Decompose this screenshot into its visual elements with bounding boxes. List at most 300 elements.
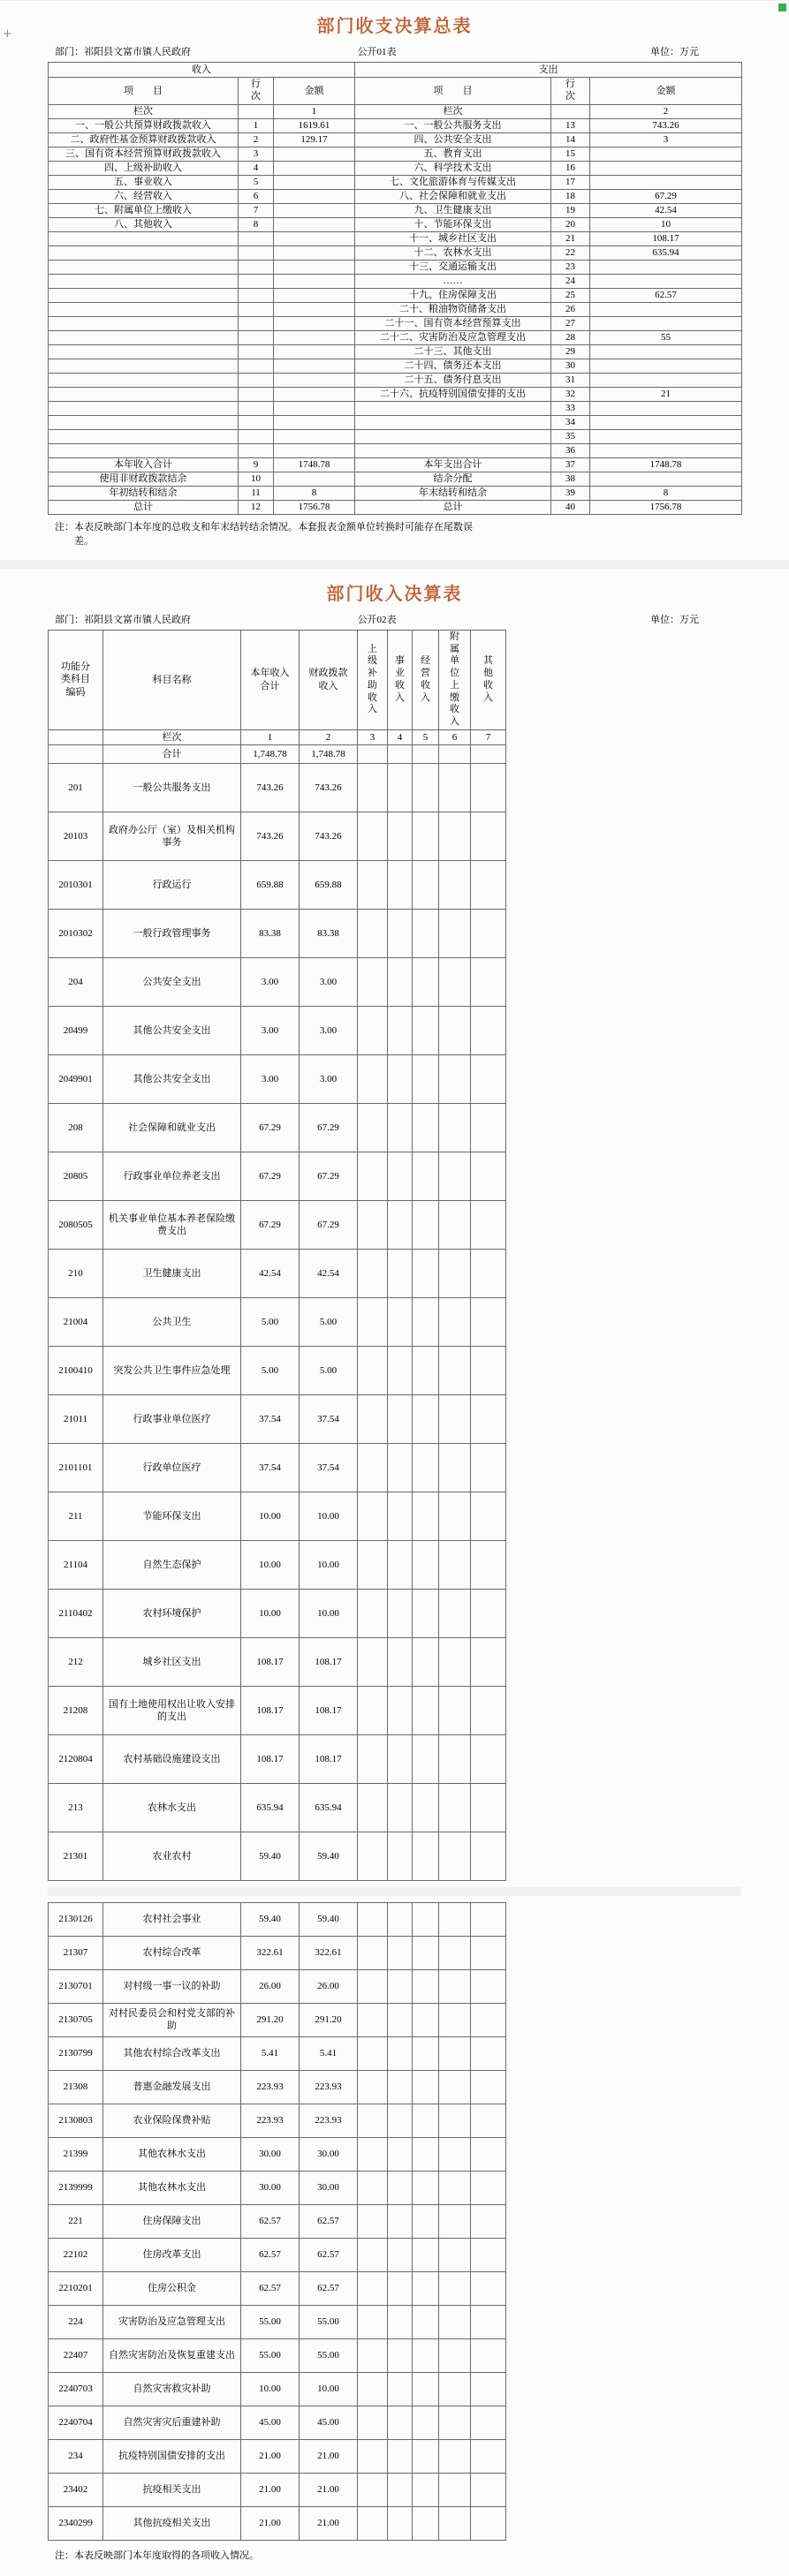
summary-table-row: [49, 204, 742, 218]
business-income-amount: [388, 2473, 413, 2506]
operating-income-amount: [413, 1969, 439, 2003]
other-income-amount: [471, 744, 506, 763]
expense-line-header: [551, 78, 590, 105]
superior-grant-header-label: 上级补助收入: [367, 643, 377, 715]
expense-item-label: 二十、粮油物资储备支出: [355, 303, 551, 317]
income-line-number: [239, 430, 274, 444]
income-line-number: [239, 232, 274, 246]
superior-grant-amount: [358, 1006, 388, 1054]
income-line-number: 6: [239, 190, 274, 204]
other-income-amount: [471, 2406, 506, 2439]
affiliate-remit-amount: [439, 1936, 471, 1969]
total-income-amount: 83.38: [241, 909, 300, 957]
superior-grant-amount: [358, 1297, 388, 1346]
section-summary: [0, 11, 789, 549]
expense-amount: 62.57: [590, 289, 742, 303]
total-income-amount: 67.29: [241, 1103, 300, 1152]
superior-grant-amount: [358, 812, 388, 860]
summary-table-row: [49, 119, 742, 133]
operating-income-amount: [413, 1936, 439, 1969]
fiscal-grant-amount: 30.00: [300, 2137, 358, 2171]
affiliate-remit-amount: [439, 1200, 471, 1249]
subject-name: 行政运行: [103, 860, 241, 909]
detail-table-row: [49, 2137, 506, 2171]
summary-table-row: [49, 501, 742, 515]
affiliate-remit-amount: [439, 1540, 471, 1589]
superior-grant-amount: [358, 909, 388, 957]
function-code: 2080505: [49, 1200, 103, 1249]
detail-table-row: [49, 2305, 506, 2338]
expense-amount: 55: [590, 331, 742, 345]
detail-table-row: [49, 2506, 506, 2540]
total-income-amount: 322.61: [241, 1936, 300, 1969]
total-income-amount: 3.00: [241, 957, 300, 1006]
income-item-label: [49, 345, 239, 359]
subject-name: 其他农林水支出: [103, 2171, 241, 2204]
other-income-amount: [471, 2204, 506, 2238]
income-item-label: [49, 246, 239, 261]
affiliate-remit-amount: [439, 1443, 471, 1492]
lanci-label-cell: 栏次: [103, 729, 241, 744]
other-income-amount: [471, 1832, 506, 1880]
function-code: 204: [49, 957, 103, 1006]
detail-table-row: [49, 1492, 506, 1540]
column-number-cell: 2: [300, 729, 358, 744]
operating-income-amount: [413, 2003, 439, 2036]
table-page-break-band: [48, 1887, 741, 1896]
income-item-label: [49, 430, 239, 444]
expense-amount-header: [590, 78, 742, 105]
detail-table-row: [49, 1152, 506, 1200]
business-income-amount: [388, 1006, 413, 1054]
expense-amount: [590, 430, 742, 444]
function-code: 234: [49, 2439, 103, 2473]
column-number-cell: 7: [471, 729, 506, 744]
expense-amount: 743.26: [590, 119, 742, 133]
table-anchor-icon[interactable]: +: [3, 27, 12, 41]
income-line-number: [239, 444, 274, 458]
expense-amount: 42.54: [590, 204, 742, 218]
expense-amount: 635.94: [590, 246, 742, 261]
superior-grant-amount: [358, 1054, 388, 1103]
summary-table-row: [49, 190, 742, 204]
operating-income-amount: [413, 2171, 439, 2204]
superior-grant-amount: [358, 744, 388, 763]
other-income-header: [471, 630, 506, 729]
operating-income-amount: [413, 2305, 439, 2338]
income-item-label: 本年收入合计: [49, 458, 239, 472]
total-income-amount: 1,748.78: [241, 744, 300, 763]
affiliate-remit-amount: [439, 2171, 471, 2204]
subject-name: 住房改革支出: [103, 2238, 241, 2271]
subject-name: 对村级一事一议的补助: [103, 1969, 241, 2003]
expense-amount: 108.17: [590, 232, 742, 246]
superior-grant-amount: [358, 2070, 388, 2104]
other-income-amount: [471, 957, 506, 1006]
expense-amount: [590, 472, 742, 487]
operating-income-amount: [413, 860, 439, 909]
fiscal-grant-amount: 42.54: [300, 1249, 358, 1297]
expense-item-label: 总计: [355, 501, 551, 515]
expense-line-number: 24: [551, 275, 590, 289]
summary-table-body: [49, 105, 742, 515]
operating-income-amount: [413, 1249, 439, 1297]
total-income-amount: 108.17: [241, 1637, 300, 1686]
income-item-label: 五、事业收入: [49, 176, 239, 190]
income-amount: [274, 402, 355, 416]
total-income-amount: 26.00: [241, 1969, 300, 2003]
fiscal-grant-amount: 55.00: [300, 2338, 358, 2372]
expense-item-label: 年末结转和结余: [355, 487, 551, 501]
function-code: 21011: [49, 1394, 103, 1443]
operating-income-amount: [413, 1006, 439, 1054]
income-line-number: 5: [239, 176, 274, 190]
income-section-header: [49, 63, 355, 78]
expense-line-number: 21: [551, 232, 590, 246]
other-income-amount: [471, 2473, 506, 2506]
affiliate-remit-amount: [439, 1297, 471, 1346]
expense-item-label: 四、公共安全支出: [355, 133, 551, 147]
affiliate-remit-amount: [439, 1686, 471, 1734]
fiscal-grant-amount: 37.54: [300, 1394, 358, 1443]
detail-table-row: [49, 2372, 506, 2406]
other-income-amount: [471, 1637, 506, 1686]
affiliate-remit-amount: [439, 2439, 471, 2473]
operating-income-amount: [413, 1832, 439, 1880]
operating-income-amount: [413, 812, 439, 860]
expense-amount-header-label: 金额: [656, 85, 676, 96]
business-income-amount: [388, 1589, 413, 1637]
subject-name: 普惠金融发展支出: [103, 2070, 241, 2104]
detail-table-row: [49, 1249, 506, 1297]
subject-name-header-label: 科目名称: [152, 674, 192, 685]
function-code: 21208: [49, 1686, 103, 1734]
expense-amount: 1748.78: [590, 458, 742, 472]
detail-table-row: [49, 1637, 506, 1686]
superior-grant-amount: [358, 1249, 388, 1297]
expense-item-label: 九、卫生健康支出: [355, 204, 551, 218]
business-income-amount: [388, 1686, 413, 1734]
operating-income-amount: [413, 2238, 439, 2271]
business-income-amount: [388, 2238, 413, 2271]
function-code: 224: [49, 2305, 103, 2338]
detail-table-row: [49, 1054, 506, 1103]
total-income-amount: 3.00: [241, 1054, 300, 1103]
income-item-label: 四、上级补助收入: [49, 162, 239, 176]
expense-item-label: 十一、城乡社区支出: [355, 232, 551, 246]
subject-name: 卫生健康支出: [103, 1249, 241, 1297]
affiliate-remit-amount: [439, 1589, 471, 1637]
income-amount: [274, 232, 355, 246]
income-line-number: [239, 317, 274, 331]
business-income-amount: [388, 2305, 413, 2338]
total-income-amount: 5.41: [241, 2036, 300, 2070]
total-income-amount: 21.00: [241, 2473, 300, 2506]
function-code: 21301: [49, 1832, 103, 1880]
expense-item-label: 二十一、国有资本经营预算支出: [355, 317, 551, 331]
income-line-number: [239, 359, 274, 374]
fiscal-grant-amount: 67.29: [300, 1103, 358, 1152]
function-code: 20499: [49, 1006, 103, 1054]
expense-line-header-label: 行次: [565, 79, 575, 102]
income-item-label: 一、一般公共预算财政拨款收入: [49, 119, 239, 133]
subject-name: 农村社会事业: [103, 1902, 241, 1936]
income-amount: 129.17: [274, 133, 355, 147]
detail-table-row: [49, 2271, 506, 2305]
fiscal-grant-amount: 659.88: [300, 860, 358, 909]
total-income-amount: 10.00: [241, 2372, 300, 2406]
income-amount: [274, 416, 355, 430]
function-code: 2340299: [49, 2506, 103, 2540]
total-income-amount: 55.00: [241, 2305, 300, 2338]
detail-table-row: [49, 2338, 506, 2372]
superior-grant-amount: [358, 1902, 388, 1936]
summary-table-row: [49, 289, 742, 303]
expense-line-number: 20: [551, 218, 590, 232]
affiliate-remit-amount: [439, 1006, 471, 1054]
expense-line-number: 14: [551, 133, 590, 147]
function-code: 211: [49, 1492, 103, 1540]
expense-lanci-line-cell: [551, 105, 590, 119]
subject-name: 农村环境保护: [103, 1589, 241, 1637]
income-line-number: 1: [239, 119, 274, 133]
other-income-amount: [471, 2506, 506, 2540]
expense-lanci-cell: 栏次: [355, 105, 551, 119]
subject-name: 灾害防治及应急管理支出: [103, 2305, 241, 2338]
column-number-cell: 1: [241, 729, 300, 744]
superior-grant-amount: [358, 1152, 388, 1200]
affiliate-remit-header: [439, 630, 471, 729]
detail-table-row: [49, 1686, 506, 1734]
subject-name: 其他农村综合改革支出: [103, 2036, 241, 2070]
subject-name: 农林水支出: [103, 1783, 241, 1832]
business-income-amount: [388, 2406, 413, 2439]
subject-name: 自然灾害灾后重建补助: [103, 2406, 241, 2439]
detail-table-row: [49, 1006, 506, 1054]
business-income-amount: [388, 2036, 413, 2070]
business-income-amount: [388, 2003, 413, 2036]
subject-name: 行政事业单位养老支出: [103, 1152, 241, 1200]
affiliate-remit-amount: [439, 1054, 471, 1103]
superior-grant-amount: [358, 763, 388, 812]
expense-item-label: 六、科学技术支出: [355, 162, 551, 176]
detail-table-row: [49, 1540, 506, 1589]
superior-grant-amount: [358, 1200, 388, 1249]
function-code: 210: [49, 1249, 103, 1297]
expense-line-number: 19: [551, 204, 590, 218]
subject-name: 其他公共安全支出: [103, 1054, 241, 1103]
expense-item-label: 二十三、其他支出: [355, 345, 551, 359]
income-item-label: [49, 303, 239, 317]
affiliate-remit-amount: [439, 2372, 471, 2406]
operating-income-amount: [413, 763, 439, 812]
expense-amount: [590, 162, 742, 176]
business-income-amount: [388, 1969, 413, 2003]
summary-table-row: [49, 374, 742, 388]
operating-income-amount: [413, 1152, 439, 1200]
operating-income-amount: [413, 909, 439, 957]
expense-item-header: [355, 78, 551, 105]
operating-income-amount: [413, 1686, 439, 1734]
subject-name: 对村民委员会和村党支部的补助: [103, 2003, 241, 2036]
operating-income-amount: [413, 1394, 439, 1443]
expense-item-label: [355, 444, 551, 458]
subject-name: 自然生态保护: [103, 1540, 241, 1589]
business-income-amount: [388, 1054, 413, 1103]
income-amount: [274, 289, 355, 303]
function-code: 2139999: [49, 2171, 103, 2204]
operating-income-amount: [413, 1492, 439, 1540]
business-income-amount: [388, 2338, 413, 2372]
function-code: 2240703: [49, 2372, 103, 2406]
function-code: 208: [49, 1103, 103, 1152]
subject-name: 一般行政管理事务: [103, 909, 241, 957]
total-income-amount: 10.00: [241, 1589, 300, 1637]
income-line-number: [239, 246, 274, 261]
expense-amount: [590, 416, 742, 430]
function-code: 22102: [49, 2238, 103, 2271]
fiscal-grant-amount: 743.26: [300, 763, 358, 812]
other-income-amount: [471, 812, 506, 860]
income-lanci-cell: 栏次: [49, 105, 239, 119]
function-code: 2130803: [49, 2104, 103, 2137]
expense-line-number: 28: [551, 331, 590, 345]
superior-grant-amount: [358, 1936, 388, 1969]
other-income-amount: [471, 2003, 506, 2036]
fiscal-grant-amount: 59.40: [300, 1902, 358, 1936]
function-code: 2100410: [49, 1346, 103, 1394]
operating-income-amount: [413, 2070, 439, 2104]
operating-income-amount: [413, 1783, 439, 1832]
expense-section-header: [355, 63, 742, 78]
function-code: 20103: [49, 812, 103, 860]
affiliate-remit-amount: [439, 2473, 471, 2506]
function-code: 2130126: [49, 1902, 103, 1936]
other-income-amount: [471, 2338, 506, 2372]
summary-table-row: [49, 487, 742, 501]
subject-name: 农村综合改革: [103, 1936, 241, 1969]
affiliate-remit-amount: [439, 1394, 471, 1443]
other-income-amount: [471, 2238, 506, 2271]
detail-lanci-row: [49, 729, 506, 744]
income-line-number: [239, 289, 274, 303]
business-income-amount: [388, 2104, 413, 2137]
business-income-header-label: 事业收入: [394, 655, 405, 703]
income-item-label: 三、国有资本经营预算财政拨款收入: [49, 147, 239, 162]
operating-income-header: [413, 630, 439, 729]
income-line-number: 4: [239, 162, 274, 176]
other-income-amount: [471, 1902, 506, 1936]
income-line-number: 2: [239, 133, 274, 147]
total-income-amount: 3.00: [241, 1006, 300, 1054]
total-income-amount: 743.26: [241, 763, 300, 812]
business-income-amount: [388, 909, 413, 957]
business-income-amount: [388, 1936, 413, 1969]
total-income-amount: 108.17: [241, 1686, 300, 1734]
expense-amount: 8: [590, 487, 742, 501]
income-amount: [274, 261, 355, 275]
income-amount-header-label: 金额: [304, 85, 324, 96]
column-number-cell: 3: [358, 729, 388, 744]
summary-table: [48, 62, 742, 515]
income-item-label: [49, 232, 239, 246]
business-income-amount: [388, 744, 413, 763]
fiscal-grant-amount: 62.57: [300, 2238, 358, 2271]
affiliate-remit-amount: [439, 744, 471, 763]
income-amount: 1619.61: [274, 119, 355, 133]
business-income-amount: [388, 812, 413, 860]
total-income-amount: 67.29: [241, 1200, 300, 1249]
total-income-amount: 5.00: [241, 1346, 300, 1394]
expense-amount: [590, 359, 742, 374]
income-item-label: [49, 317, 239, 331]
affiliate-remit-amount: [439, 2338, 471, 2372]
other-income-amount: [471, 1152, 506, 1200]
expense-item-label: 十、节能环保支出: [355, 218, 551, 232]
superior-grant-amount: [358, 860, 388, 909]
superior-grant-amount: [358, 2372, 388, 2406]
operating-income-amount: [413, 1589, 439, 1637]
income-detail-table-part1: [48, 630, 506, 1881]
fiscal-grant-amount: 322.61: [300, 1936, 358, 1969]
fiscal-grant-amount: 3.00: [300, 1006, 358, 1054]
expense-item-label: 二十六、抗疫特别国债安排的支出: [355, 388, 551, 402]
function-code: 221: [49, 2204, 103, 2238]
expense-amount: [590, 402, 742, 416]
fiscal-grant-amount: 3.00: [300, 957, 358, 1006]
income-item-label: 八、其他收入: [49, 218, 239, 232]
subject-name: 节能环保支出: [103, 1492, 241, 1540]
function-code: 23402: [49, 2473, 103, 2506]
fiscal-grant-amount: 5.00: [300, 1297, 358, 1346]
operating-income-amount: [413, 1443, 439, 1492]
operating-income-amount: [413, 2104, 439, 2137]
fiscal-grant-amount: 3.00: [300, 1054, 358, 1103]
income-line-number: 11: [239, 487, 274, 501]
fiscal-grant-amount: 635.94: [300, 1783, 358, 1832]
income-amount: [274, 190, 355, 204]
fiscal-grant-header-label: 财政拨款收入: [308, 668, 348, 691]
affiliate-remit-amount: [439, 1249, 471, 1297]
affiliate-remit-amount: [439, 860, 471, 909]
income-line-header: [239, 78, 274, 105]
unit-label: 单位：万元: [650, 614, 699, 625]
income-amount: [274, 317, 355, 331]
expense-amount: [590, 303, 742, 317]
other-income-amount: [471, 1492, 506, 1540]
expense-amount: [590, 147, 742, 162]
business-income-amount: [388, 1297, 413, 1346]
column-number-cell: 5: [413, 729, 439, 744]
function-code: 2110402: [49, 1589, 103, 1637]
fiscal-grant-amount: 55.00: [300, 2305, 358, 2338]
expense-item-label: 十九、住房保障支出: [355, 289, 551, 303]
function-code: 2010301: [49, 860, 103, 909]
operating-income-amount: [413, 2372, 439, 2406]
fiscal-grant-amount: 108.17: [300, 1686, 358, 1734]
income-item-label: [49, 402, 239, 416]
detail-table-row: [49, 1589, 506, 1637]
income-line-number: 9: [239, 458, 274, 472]
subject-name: 抗疫特别国债安排的支出: [103, 2439, 241, 2473]
income-item-label: [49, 374, 239, 388]
fiscal-grant-amount: 67.29: [300, 1152, 358, 1200]
total-code-cell: [49, 744, 103, 763]
income-item-label: 七、附属单位上缴收入: [49, 204, 239, 218]
income-item-label: [49, 261, 239, 275]
operating-income-amount: [413, 1103, 439, 1152]
income-amount: [274, 359, 355, 374]
